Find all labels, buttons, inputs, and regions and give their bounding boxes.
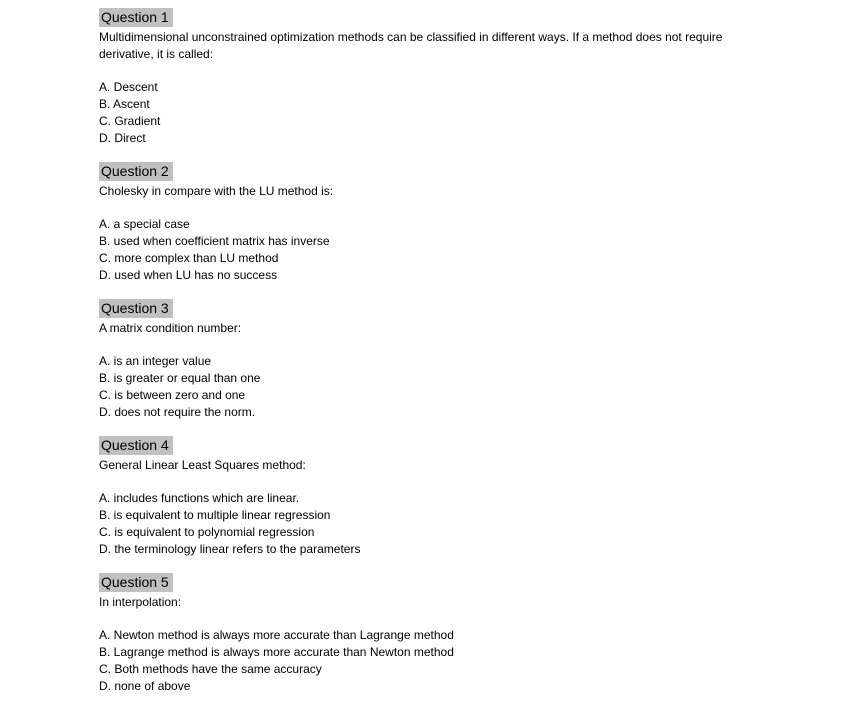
question-option: A. Descent [99, 80, 158, 94]
question-header: Question 2 [99, 162, 173, 181]
question-header: Question 3 [99, 299, 173, 318]
question-option: B. Lagrange method is always more accurate than Newton method [99, 645, 454, 659]
question-option: D. Direct [99, 131, 146, 145]
question-prompt: A matrix condition number: [99, 321, 242, 335]
question-header: Question 5 [99, 573, 173, 592]
question-list [99, 8, 822, 695]
question-option: C. Gradient [99, 114, 161, 128]
question-options [99, 490, 822, 558]
question-option: A. is an integer value [99, 354, 212, 368]
question-option: D. none of above [99, 679, 191, 693]
question-option: B. is equivalent to multiple linear regression [99, 508, 331, 522]
question-option: C. more complex than LU method [99, 251, 279, 265]
question-option: A. includes functions which are linear. [99, 491, 300, 505]
question-block [99, 573, 822, 695]
question-option: C. Both methods have the same accuracy [99, 662, 322, 676]
question-option: B. is greater or equal than one [99, 371, 261, 385]
question-option: D. used when LU has no success [99, 268, 278, 282]
question-option: A. a special case [99, 217, 190, 231]
question-prompt: Cholesky in compare with the LU method is: [99, 184, 334, 198]
question-option: C. is equivalent to polynomial regression [99, 525, 315, 539]
question-block [99, 299, 822, 421]
question-block [99, 436, 822, 558]
question-option: B. used when coefficient matrix has inverse [99, 234, 330, 248]
question-block [99, 8, 822, 147]
question-prompt: General Linear Least Squares method: [99, 458, 306, 472]
question-block [99, 162, 822, 284]
question-options [99, 79, 822, 147]
question-options [99, 216, 822, 284]
question-prompt: Multidimensional unconstrained optimization methods can be classified in different ways. If a method does not require derivative, it is called: [99, 30, 723, 61]
question-option: A. Newton method is always more accurate than Lagrange method [99, 628, 454, 642]
question-header: Question 4 [99, 436, 173, 455]
question-option: D. does not require the norm. [99, 405, 256, 419]
question-options [99, 353, 822, 421]
question-header: Question 1 [99, 8, 173, 27]
question-option: B. Ascent [99, 97, 150, 111]
question-option: C. is between zero and one [99, 388, 246, 402]
question-options [99, 627, 822, 695]
question-option: D. the terminology linear refers to the parameters [99, 542, 361, 556]
question-prompt: In interpolation: [99, 595, 182, 609]
